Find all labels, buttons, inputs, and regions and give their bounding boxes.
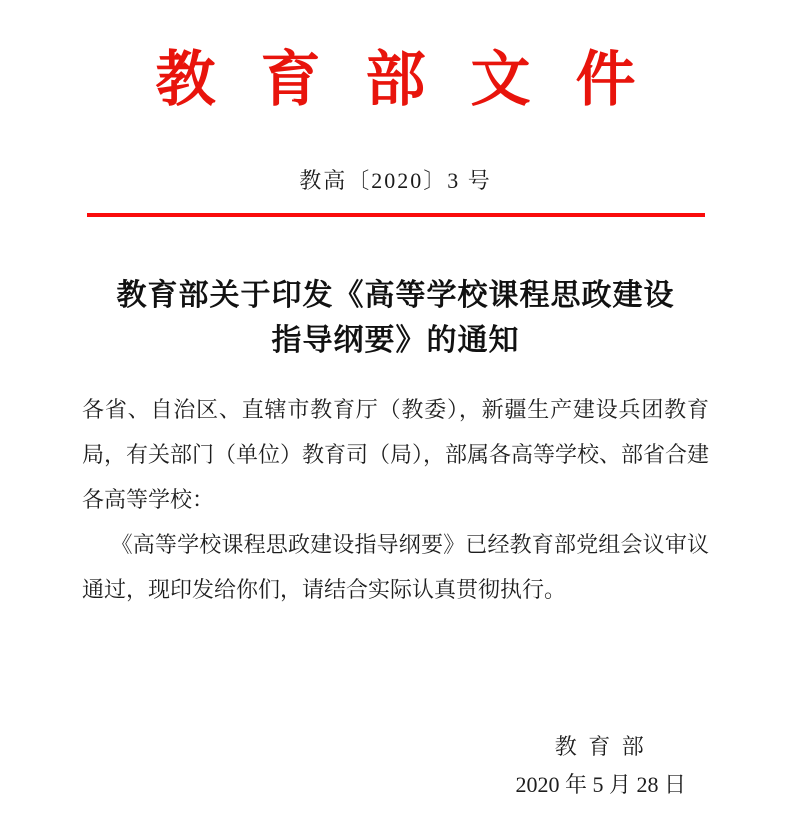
doc-reference-number: 教高〔2020〕3 号 — [299, 168, 492, 193]
notice-paragraph: 《高等学校课程思政建设指导纲要》已经教育部党组会议审议通过，现印发给你们，请结合实际认真贯彻执行。 — [82, 532, 709, 602]
red-divider-rule — [87, 213, 705, 217]
notice-title — [0, 273, 791, 363]
issue-date: 2020 年 5 月 28 日 — [515, 772, 686, 797]
notice-title-line-1: 教育部关于印发《高等学校课程思政建设 — [116, 279, 675, 312]
notice-body — [82, 387, 709, 612]
notice-title-line-2: 指导纲要》的通知 — [271, 324, 520, 357]
issuer-signature: 教 育 部 — [554, 734, 647, 759]
addressee-paragraph: 各省、自治区、直辖市教育厅（教委），新疆生产建设兵团教育局，有关部门（单位）教育司（局），部属各高等学校、部省合建各高等学校： — [82, 397, 710, 512]
signature-block — [515, 733, 686, 799]
letterhead-title: 教育部文件 — [155, 47, 681, 113]
